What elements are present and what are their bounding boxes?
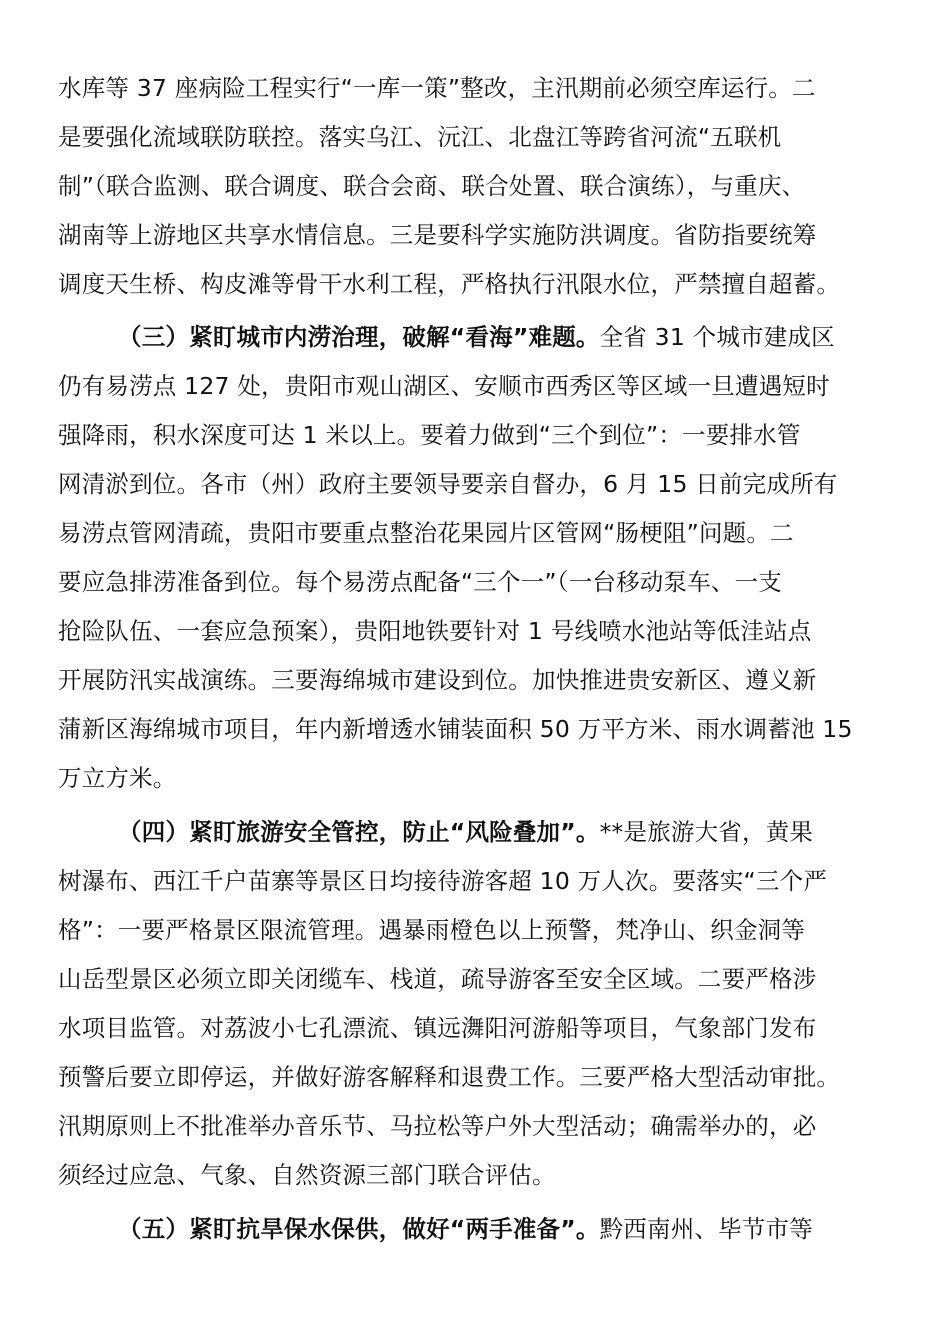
text-line [58, 656, 816, 705]
body-text: 须经过应急、气象、自然资源三部门联合评估。 [58, 1161, 556, 1189]
body-text: 黔西南州、毕节市等 [599, 1215, 813, 1243]
body-text: 树瀑布、西江千户苗寨等景区日均接待游客超 10 万人次。要落实“三个严 [58, 867, 828, 895]
text-line [58, 64, 816, 113]
body-text: 预警后要立即停运，并做好游客解释和退费工作。三要严格大型活动审批。 [58, 1063, 841, 1091]
text-line [58, 1004, 816, 1053]
section-heading-line [118, 808, 813, 857]
body-text: 蒲新区海绵城市项目，年内新增透水铺装面积 50 万平方米、雨水调蓄池 15 [58, 715, 853, 743]
text-line [58, 754, 177, 803]
body-text: 山岳型景区必须立即关闭缆车、栈道，疏导游客至安全区域。二要严格涉 [58, 965, 817, 993]
text-line [58, 362, 830, 411]
body-text: 调度天生桥、构皮滩等骨干水利工程，严格执行汛限水位，严禁擅自超蓄。 [58, 270, 841, 298]
text-line [58, 162, 805, 211]
body-text: 水库等 37 座病险工程实行“一库一策”整改，主汛期前必须空库运行。二 [58, 74, 816, 102]
section-heading: （四）紧盯旅游安全管控，防止“风险叠加”。 [118, 818, 600, 846]
body-text: 水项目监管。对荔波小七孔漂流、镇远㵲阳河游船等项目，气象部门发布 [58, 1014, 817, 1042]
text-line [58, 906, 805, 955]
text-line [58, 1053, 840, 1102]
section-heading: （五）紧盯抗旱保水保供，做好“两手准备”。 [118, 1215, 600, 1243]
text-line [58, 460, 837, 509]
body-text: 易涝点管网清疏，贵阳市要重点整治花果园片区管网“肠梗阻”问题。二 [58, 519, 794, 547]
body-text: 湖南等上游地区共享水情信息。三是要科学实施防洪调度。省防指要统筹 [58, 221, 817, 249]
text-line [58, 509, 794, 558]
text-line [58, 260, 840, 309]
body-text: 是要强化流域联防联控。落实乌江、沅江、北盘江等跨省河流“五联机 [58, 123, 782, 151]
text-line [58, 1102, 816, 1151]
body-text: 制”（联合监测、联合调度、联合会商、联合处置、联合演练），与重庆、 [58, 172, 806, 200]
body-text: 万立方米。 [58, 764, 177, 792]
section-heading-line [118, 1205, 813, 1254]
body-text: **是旅游大省，黄果 [599, 818, 814, 846]
section-heading: （三）紧盯城市内涝治理，破解“看海”难题。 [118, 323, 600, 351]
body-text: 抢险队伍、一套应急预案），贵阳地铁要针对 1 号线喷水池站等低洼站点 [58, 617, 812, 645]
body-text: 强降雨，积水深度可达 1 米以上。要着力做到“三个到位”：一要排水管 [58, 421, 801, 449]
text-line [58, 955, 816, 1004]
text-line [58, 211, 816, 260]
body-text: 汛期原则上不批准举办音乐节、马拉松等户外大型活动；确需举办的，必 [58, 1112, 817, 1140]
body-text: 格”：一要严格景区限流管理。遇暴雨橙色以上预警，梵净山、织金洞等 [58, 916, 806, 944]
text-line [58, 411, 801, 460]
text-line [58, 857, 827, 906]
body-text: 网清淤到位。各市（州）政府主要领导要亲自督办，6 月 15 日前完成所有 [58, 470, 838, 498]
text-line [58, 1151, 556, 1200]
text-line [58, 113, 781, 162]
body-text: 全省 31 个城市建成区 [599, 323, 835, 351]
body-text: 仍有易涝点 127 处，贵阳市观山湖区、安顺市西秀区等区域一旦遭遇短时 [58, 372, 830, 400]
text-line [58, 558, 782, 607]
text-line [58, 607, 811, 656]
body-text: 开展防汛实战演练。三要海绵城市建设到位。加快推进贵安新区、遵义新 [58, 666, 817, 694]
text-line [58, 705, 853, 754]
section-heading-line [118, 313, 835, 362]
body-text: 要应急排涝准备到位。每个易涝点配备“三个一”（一台移动泵车、一支 [58, 568, 782, 596]
